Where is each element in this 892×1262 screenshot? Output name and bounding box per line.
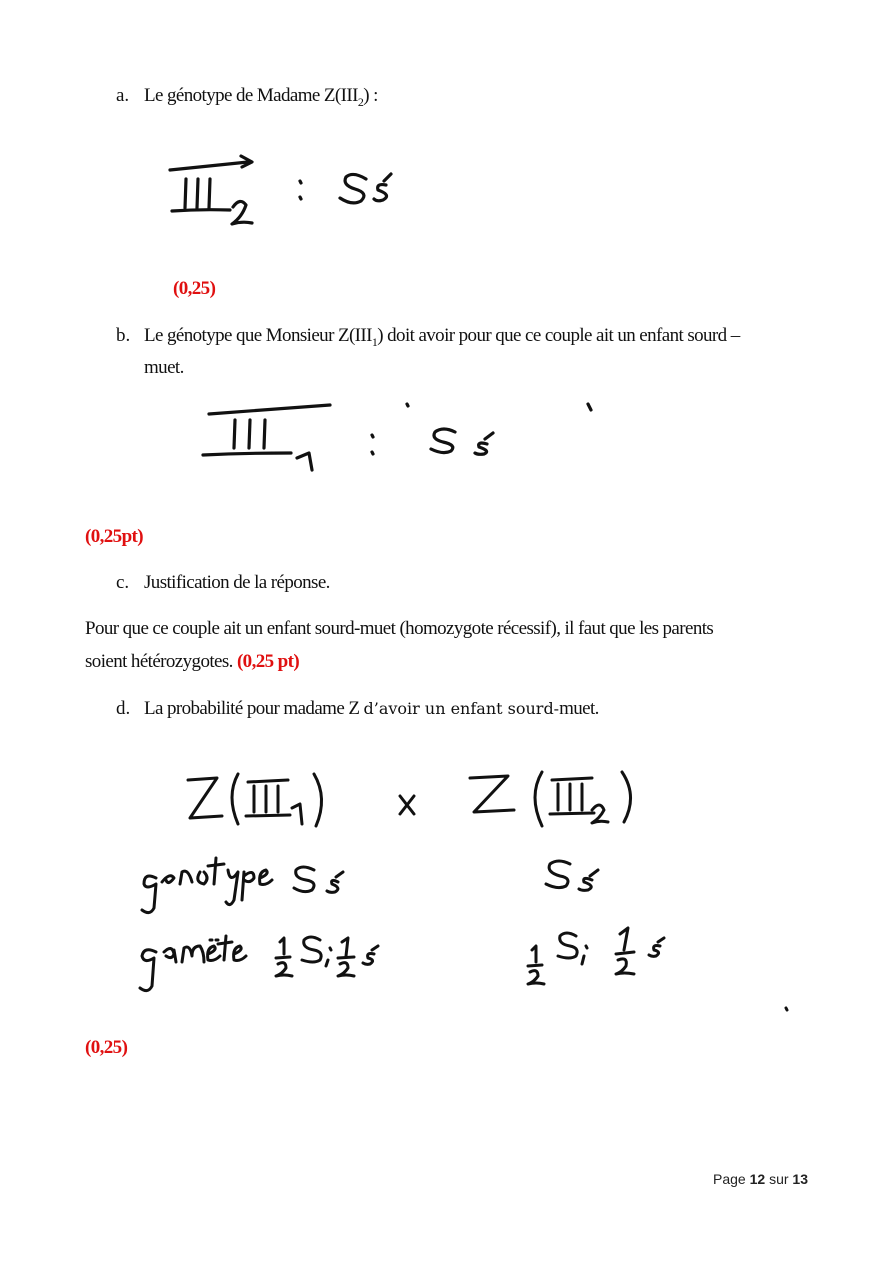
footer-page-total: 13 bbox=[792, 1171, 808, 1187]
footer-page-number: 12 bbox=[749, 1171, 766, 1187]
item-b-letter: b. bbox=[116, 325, 131, 346]
item-c-question: Justification de la réponse. bbox=[144, 572, 330, 593]
item-d-letter: d. bbox=[116, 698, 131, 719]
item-c-paragraph-line1: Pour que ce couple ait un enfant sourd-muet (homozygote récessif), il faut que les parents bbox=[85, 618, 714, 639]
item-d-handwritten-cross bbox=[130, 760, 690, 1010]
item-b-handwritten-answer bbox=[195, 398, 525, 483]
item-a-question: Le génotype de Madame $Z(III_2)$ : bbox=[144, 85, 378, 109]
item-b-question-line1: Le génotype que Monsieur $Z(III_1)$ doit avoir pour que ce couple ait un enfant sourd – bbox=[144, 325, 740, 349]
page-footer: Page 12 sur 13 bbox=[713, 1171, 808, 1187]
item-d-score: (0,25) bbox=[85, 1037, 128, 1058]
item-c-score: (0,25 pt) bbox=[236, 651, 300, 672]
item-a-handwritten-answer bbox=[160, 145, 430, 235]
item-b-question-line2: muet. bbox=[144, 357, 184, 378]
item-c-paragraph-line2: soient hétérozygotes. (0,25 pt) bbox=[85, 651, 300, 672]
item-d-question: La probabilité pour madame Z d’avoir un enfant sourd-muet. bbox=[144, 698, 599, 719]
item-a-letter: a. bbox=[116, 85, 130, 106]
item-b-score: (0,25pt) bbox=[85, 526, 143, 547]
item-a-score: (0,25) bbox=[173, 278, 216, 299]
item-c-letter: c. bbox=[116, 572, 130, 593]
